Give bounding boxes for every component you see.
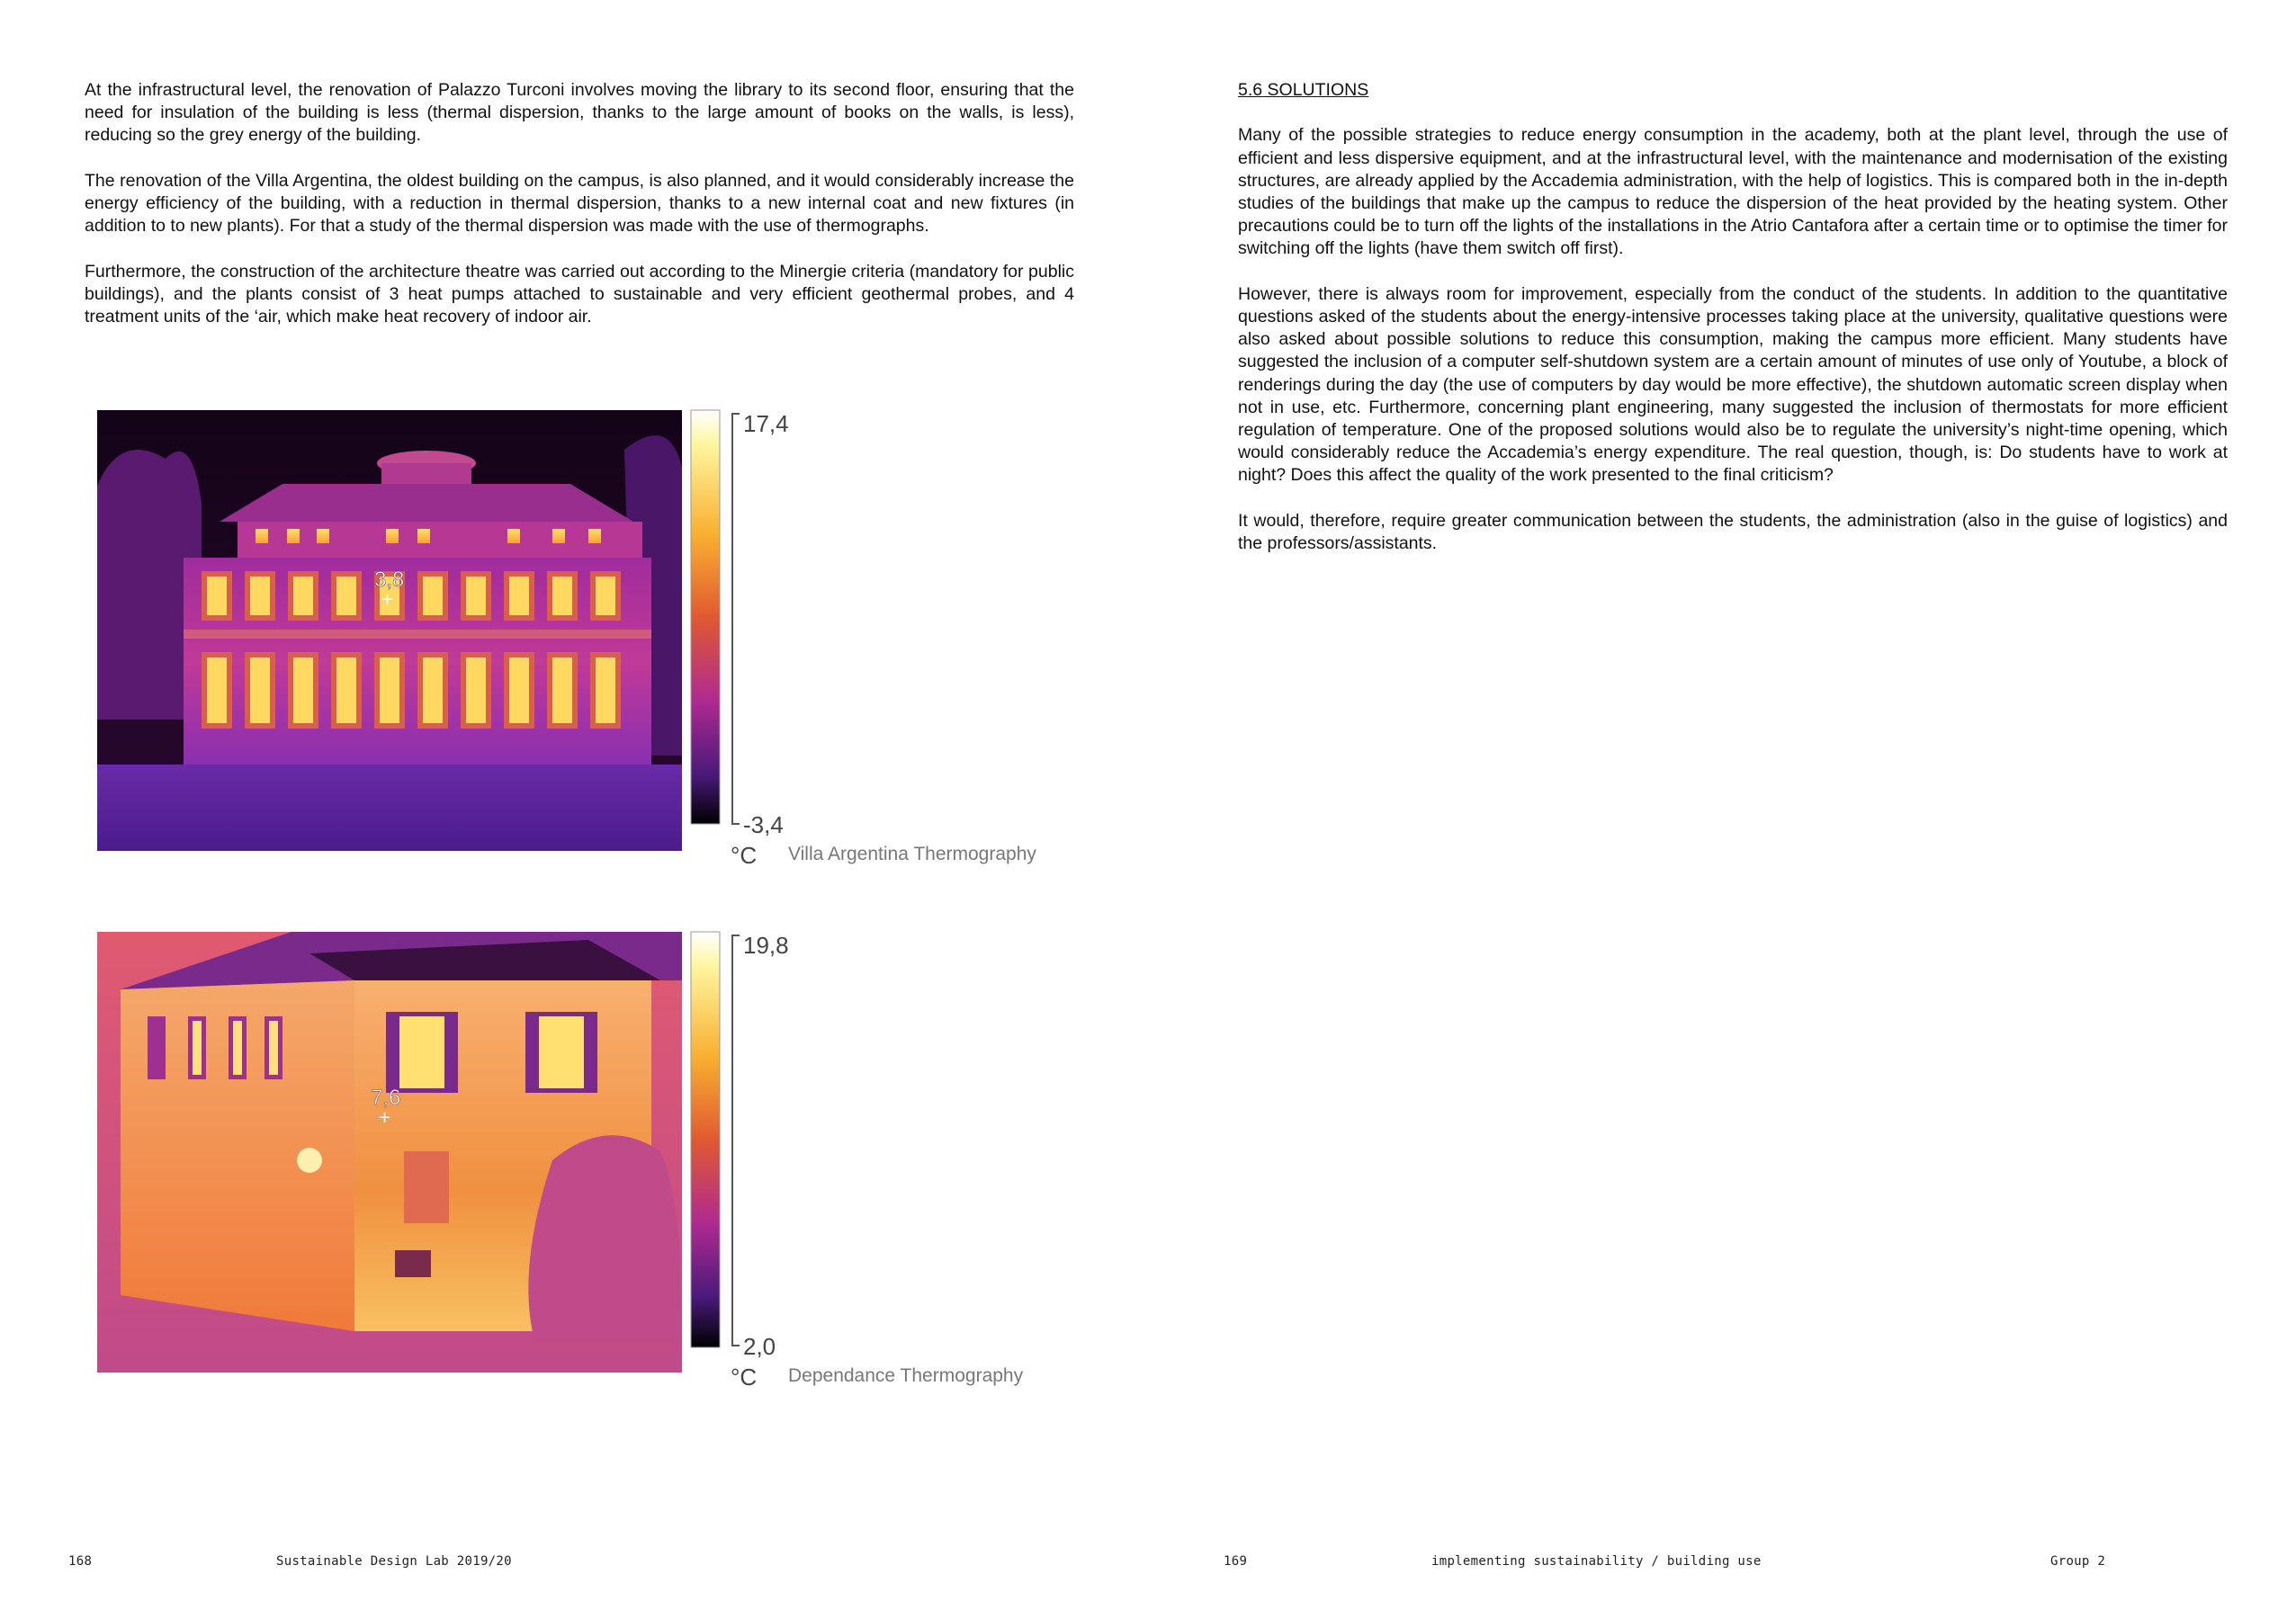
footer-title: implementing sustainability / building use — [1431, 1554, 1762, 1569]
window-glass — [423, 657, 443, 723]
footer-title: Sustainable Design Lab 2019/20 — [276, 1554, 512, 1569]
window-glass — [596, 657, 615, 723]
crosshair-icon: + — [381, 590, 395, 609]
bush-silhouette — [528, 1135, 682, 1340]
door-vent — [395, 1250, 431, 1277]
villa-argentina-thermography-figure — [85, 378, 1074, 881]
roof — [220, 484, 633, 522]
paragraph: At the infrastructural level, the renovation of Palazzo Turconi involves moving the library to its second floor, ensuring that the need for insulation of the building is less (thermal dispersion, thanks to the large amount of books on the walls, is less), reducing so the grey energy of the building. — [85, 80, 1074, 146]
window-glass — [250, 577, 270, 615]
villa-argentina-thermal-image — [85, 378, 1074, 881]
scale-bracket — [732, 935, 740, 1346]
paragraph: However, there is always room for improvement, especially from the conduct of the students. In addition to the quantitative questions asked of the students about the energy-intensive processes taking place at the university, qualitative questions were also asked about possible solutions to reduce this consumption, making the campus more efficient. Many students have suggested the inclusion of a computer self-shutdown system are a certain amount of minutes of use only of Youtube, a block of renderings during the day (the use of computers by day would be more effective), the shutdown automatic screen display when not in use, etc. Furthermore, concerning plant engineering, many suggested the inclusion of thermostats for more efficient regulation of temperature. One of the proposed solutions would also be to regulate the university’s night-time opening, which would considerably reduce the Accademia’s energy expenditure. The real question, though, is: Do students have to work at night? Does this affect the quality of the work presented to the final criticism? — [1238, 283, 2228, 486]
section-heading: 5.6 SOLUTIONS — [1238, 80, 1369, 100]
spot-temperature: 3,8 — [374, 568, 405, 592]
color-scale-bar — [691, 410, 720, 824]
right-page — [1148, 0, 2296, 1610]
scale-max-label: 17,4 — [743, 410, 789, 437]
paragraph: It would, therefore, require greater communication between the students, the administration (also in the guise of logistics) and the professors/assistants. — [1238, 510, 2228, 554]
window-glass — [336, 657, 356, 723]
page-number: 168 — [68, 1554, 93, 1569]
window-glass — [509, 577, 529, 615]
window-glass — [293, 657, 313, 723]
window-glass — [380, 657, 399, 723]
window-glass — [207, 577, 227, 615]
lamp — [297, 1148, 322, 1173]
window-glass — [423, 577, 443, 615]
unit-label: °C — [731, 842, 758, 869]
ground — [97, 765, 682, 851]
cupola-base — [381, 463, 471, 486]
color-scale-bar — [691, 932, 720, 1347]
dependance-thermography-figure — [85, 890, 1074, 1394]
scale-min-label: 2,0 — [743, 1333, 776, 1360]
unit-label: °C — [731, 1364, 758, 1391]
window-glass — [596, 577, 615, 615]
paragraph: Furthermore, the construction of the architecture theatre was carried out according to the Minergie criteria (mandatory for public buildings), and the plants consist of 3 heat pumps attached to sustainable and very efficient geothermal probes, and 4 treatment units of the ‘air, which make heat recovery of indoor air. — [85, 261, 1074, 326]
window-glass — [250, 657, 270, 723]
window-glass — [552, 577, 572, 615]
spot-temperature: 7,6 — [371, 1086, 401, 1110]
crosshair-icon: + — [378, 1108, 392, 1127]
window-glass — [466, 577, 486, 615]
scale-max-label: 19,8 — [743, 932, 789, 959]
window-glass — [552, 657, 572, 723]
footer-group: Group 2 — [2050, 1554, 2106, 1569]
left-body-text — [85, 79, 1074, 351]
balcony — [184, 630, 651, 639]
window-glass — [509, 657, 529, 723]
window-glass — [293, 577, 313, 615]
figure-caption: Dependance Thermography — [788, 1365, 1024, 1386]
scale-bracket — [732, 414, 740, 824]
dependance-thermal-image — [85, 890, 1074, 1394]
figure-caption: Villa Argentina Thermography — [788, 844, 1036, 864]
scale-min-label: -3,4 — [743, 811, 784, 838]
right-body-text — [1238, 79, 2228, 577]
window-glass — [207, 657, 227, 723]
window-glass — [336, 577, 356, 615]
window-glass — [466, 657, 486, 723]
paragraph: The renovation of the Villa Argentina, the oldest building on the campus, is also planned, and it would considerably increase the energy efficiency of the building, with a reduction in thermal dispersion, thanks to a new internal coat and new fixtures (in addition to to new plants). For that a study of the thermal dispersion was made with the use of thermographs. — [85, 170, 1074, 237]
paragraph: Many of the possible strategies to reduce energy consumption in the academy, both at the plant level, through the use of efficient and less dispersive equipment, and at the infrastructural level, with the maintenance and modernisation of the existing structures, are already applied by the Accademia administration, with the help of logistics. This is compared both in the in-depth studies of the buildings that make up the campus to reduce the dispersion of the heat provided by the heating system. Other precautions could be to turn off the lights of the installations in the Atrio Cantafora after a certain time or to optimise the timer for switching off the lights (have them switch off first). — [1238, 125, 2228, 259]
page-number: 169 — [1224, 1554, 1248, 1569]
